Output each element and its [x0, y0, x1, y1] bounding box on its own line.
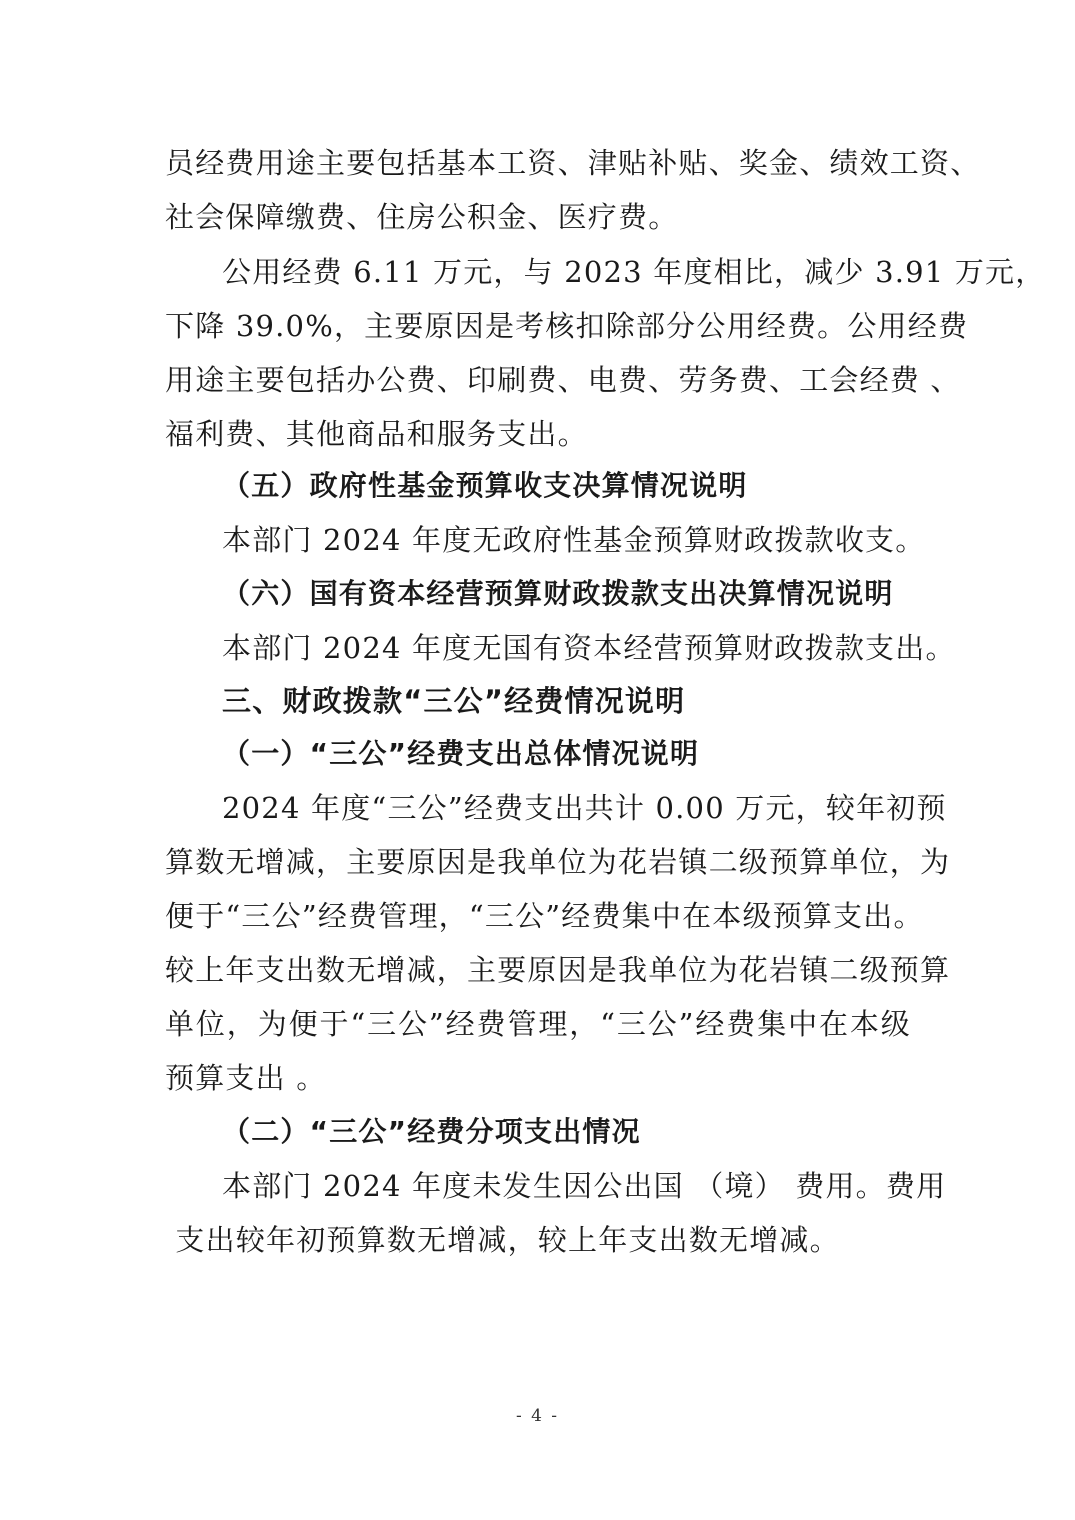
paragraph-line: 社会保障缴费、住房公积金、医疗费。	[165, 200, 679, 234]
paragraph-line: 预算支出 。	[165, 1061, 327, 1095]
paragraph-line: 用途主要包括办公费、印刷费、电费、劳务费、工会经费 、	[165, 363, 961, 397]
paragraph-line: 员经费用途主要包括基本工资、津贴补贴、奖金、绩效工资、	[165, 146, 981, 180]
paragraph-line: 福利费、其他商品和服务支出。	[165, 417, 588, 451]
paragraph-line: 公用经费 6.11 万元，与 2023 年度相比，减少 3.91 万元，	[222, 255, 1046, 289]
paragraph-line: 本部门 2024 年度未发生因公出国 （境） 费用。费用	[222, 1169, 947, 1203]
paragraph-line: 支出较年初预算数无增减，较上年支出数无增减。	[165, 1223, 840, 1257]
paragraph-line: 本部门 2024 年度无政府性基金预算财政拨款收支。	[222, 523, 926, 557]
section-heading: （六）国有资本经营预算财政拨款支出决算情况说明	[222, 577, 894, 610]
chapter-heading: 三、财政拨款“三公”经费情况说明	[222, 684, 686, 718]
paragraph-line: 较上年支出数无增减，主要原因是我单位为花岩镇二级预算	[165, 953, 951, 987]
section-heading: （一）“三公”经费支出总体情况说明	[222, 737, 700, 770]
paragraph-line: 算数无增减，主要原因是我单位为花岩镇二级预算单位，为	[165, 845, 951, 879]
paragraph-line: 便于“三公”经费管理，“三公”经费集中在本级预算支出。	[165, 899, 924, 933]
paragraph-line: 单位，为便于“三公”经费管理，“三公”经费集中在本级	[165, 1007, 911, 1041]
section-heading: （二）“三公”经费分项支出情况	[222, 1115, 641, 1148]
page-number: - 4 -	[515, 1406, 560, 1426]
paragraph-line: 下降 39.0%，主要原因是考核扣除部分公用经费。公用经费	[165, 309, 969, 343]
paragraph-line: 2024 年度“三公”经费支出共计 0.00 万元，较年初预	[222, 791, 947, 825]
paragraph-line: 本部门 2024 年度无国有资本经营预算财政拨款支出。	[222, 631, 956, 665]
section-heading: （五）政府性基金预算收支决算情况说明	[222, 469, 748, 502]
